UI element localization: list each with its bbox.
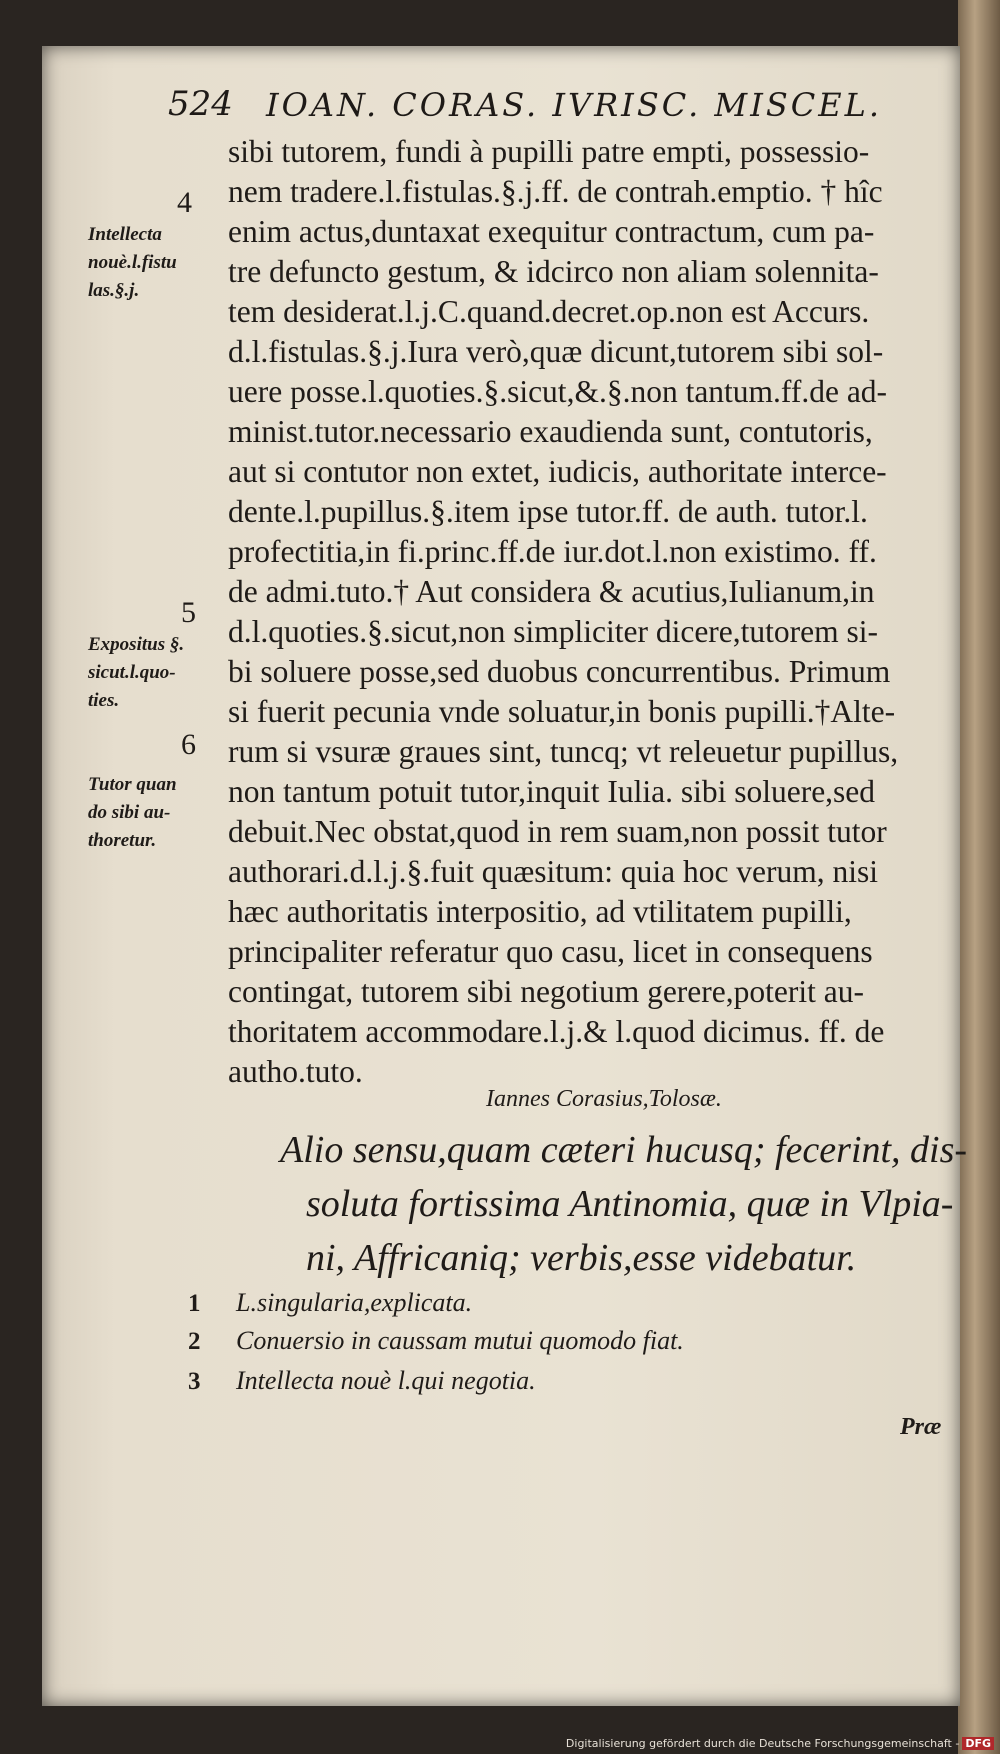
text-line: sibi tutorem, fundi à pupilli patre empti, possessio-	[228, 134, 870, 169]
text-line: de admi.tuto.† Aut considera & acutius,Iulianum,in	[228, 574, 875, 609]
text-line: principaliter referatur quo casu, licet in consequens	[228, 934, 873, 969]
summary-item: L.singularia,explicata.	[236, 1288, 473, 1317]
page-number: 524	[168, 84, 233, 124]
author-signature: Iannes Corasius,Tolosæ.	[486, 1086, 722, 1112]
book-edge	[958, 0, 1000, 1754]
text-line: profectitia,in fi.princ.ff.de iur.dot.l.non existimo. ff.	[228, 534, 877, 569]
text-line: non tantum potuit tutor,inquit Iulia. sibi soluere,sed	[228, 774, 876, 809]
marginal-gloss: do sibi au-	[88, 802, 171, 823]
section-heading-line: ni, Affricaniq; verbis,esse videbatur.	[306, 1237, 857, 1279]
text-line: tre defuncto gestum, & idcirco non aliam solennita-	[228, 254, 879, 289]
marginal-gloss: Intellecta	[88, 224, 162, 245]
text-line: dente.l.pupillus.§.item ipse tutor.ff. de auth. tutor.l.	[228, 494, 868, 529]
marginal-gloss: las.§.j.	[88, 280, 140, 301]
margin-number: 5	[181, 596, 196, 629]
text-line: aut si contutor non extet, iudicis, authoritate interce-	[228, 454, 887, 489]
section-heading-line: soluta fortissima Antinomia, quæ in Vlpia-	[306, 1183, 954, 1225]
dfg-logo: DFG	[962, 1737, 994, 1750]
margin-number: 4	[177, 186, 192, 219]
text-line: bi soluere posse,sed duobus concurrentibus. Primum	[228, 654, 891, 689]
text-line: minist.tutor.necessario exaudienda sunt, contutoris,	[228, 414, 873, 449]
summary-number: 1	[188, 1290, 201, 1317]
marginal-gloss: nouè.l.fistu	[88, 252, 177, 273]
text-line: d.l.quoties.§.sicut,non simpliciter dicere,tutorem si-	[228, 614, 878, 649]
marginal-gloss: Expositus §.	[88, 634, 185, 655]
catchword: Præ	[900, 1414, 942, 1440]
summary-number: 3	[188, 1368, 201, 1395]
text-line: hæc authoritatis interpositio, ad vtilitatem pupilli,	[228, 894, 852, 929]
summary-item: Intellecta nouè l.qui negotia.	[236, 1366, 536, 1395]
text-line: contingat, tutorem sibi negotium gerere,poterit au-	[228, 974, 864, 1009]
text-line: si fuerit pecunia vnde soluatur,in bonis pupilli.†Alte-	[228, 694, 896, 729]
running-title: IOAN. CORAS. IVRISC. MISCEL.	[266, 86, 883, 124]
text-line: tem desiderat.l.j.C.quand.decret.op.non est Accurs.	[228, 294, 870, 329]
section-heading-line: Alio sensu,quam cæteri hucusq; fecerint, dis-	[280, 1129, 968, 1171]
marginal-gloss: ties.	[88, 690, 120, 711]
margin-number: 6	[181, 728, 196, 761]
text-line: debuit.Nec obstat,quod in rem suam,non possit tutor	[228, 814, 887, 849]
page-header	[124, 84, 884, 128]
marginal-gloss: Tutor quan	[88, 774, 177, 795]
text-line: authorari.d.l.j.§.fuit quæsitum: quia hoc verum, nisi	[228, 854, 879, 889]
footer-credit	[566, 1737, 994, 1750]
summary-item: Conuersio in caussam mutui quomodo fiat.	[236, 1326, 684, 1355]
text-line: nem tradere.l.fistulas.§.j.ff. de contrah.emptio. † hîc	[228, 174, 883, 209]
marginal-gloss: sicut.l.quo-	[88, 662, 176, 683]
text-line: autho.tuto.	[228, 1054, 363, 1089]
text-line: enim actus,duntaxat exequitur contractum, cum pa-	[228, 214, 875, 249]
marginal-gloss: thoretur.	[88, 830, 157, 851]
text-line: d.l.fistulas.§.j.Iura verò,quæ dicunt,tutorem sibi sol-	[228, 334, 884, 369]
text-line: rum si vsuræ graues sint, tuncq; vt releuetur pupillus,	[228, 734, 899, 769]
footer-text: Digitalisierung gefördert durch die Deutsche Forschungsgemeinschaft -	[565, 1737, 960, 1750]
text-line: uere posse.l.quoties.§.sicut,&.§.non tantum.ff.de ad-	[228, 374, 888, 409]
text-line: thoritatem accommodare.l.j.& l.quod dicimus. ff. de	[228, 1014, 885, 1049]
summary-number: 2	[188, 1328, 201, 1355]
